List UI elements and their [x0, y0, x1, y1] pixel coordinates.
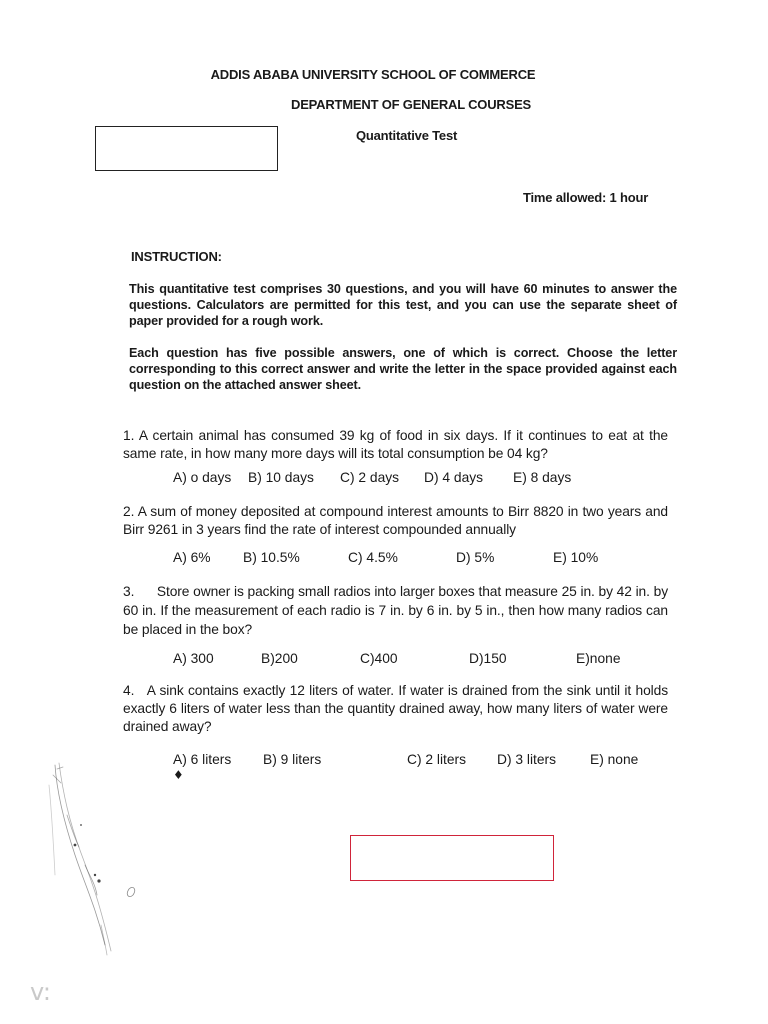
- question-4-option-a: A) 6 liters: [173, 752, 232, 767]
- question-1-option-e: E) 8 days: [513, 470, 572, 485]
- diamond-bullet-icon: ♦: [173, 768, 184, 782]
- school-name: ADDIS ABABA UNIVERSITY SCHOOL OF COMMERCE: [210, 67, 536, 82]
- question-3-text: 3. Store owner is packing small radios into larger boxes that measure 25 in. by 42 in. by 60 in. If the measurement of each radio is 7 in. by 6 in. by 5 in., then how many radios can be placed in the box?: [123, 584, 672, 637]
- question-4-option-c: C) 2 liters: [407, 752, 467, 767]
- question-3-option-d: D)150: [469, 651, 507, 666]
- question-1-option-c: C) 2 days: [340, 470, 400, 485]
- question-1-option-d: D) 4 days: [424, 470, 484, 485]
- question-2-option-e: E) 10%: [553, 550, 599, 565]
- instruction-paragraph-2: Each question has five possible answers, one of which is correct. Choose the letter corresponding to this correct answer and write the letter in the space provided against each question on the attached answer sheet.: [129, 346, 677, 392]
- question-3-option-b: B)200: [261, 651, 298, 666]
- question-4-option-b: B) 9 liters: [263, 752, 322, 767]
- corner-mark: v:: [30, 978, 51, 1006]
- question-3-option-c: C)400: [360, 651, 398, 666]
- pencil-scribble-icon: [45, 755, 165, 965]
- question-3-option-a: A) 300: [173, 651, 214, 666]
- question-2-option-a: A) 6%: [173, 550, 211, 565]
- student-id-box[interactable]: [95, 126, 278, 171]
- time-allowed: Time allowed: 1 hour: [523, 190, 649, 205]
- question-4-option-e: E) none: [590, 752, 639, 767]
- department-name: DEPARTMENT OF GENERAL COURSES: [291, 97, 532, 112]
- question-2-option-d: D) 5%: [456, 550, 495, 565]
- question-2-option-b: B) 10.5%: [243, 550, 300, 565]
- instruction-heading: INSTRUCTION:: [131, 249, 222, 264]
- question-4-text: 4. A sink contains exactly 12 liters of water. If water is drained from the sink until it holds exactly 6 liters of water less than the quantity drained away, how many liters of water were drained away?: [123, 683, 672, 734]
- test-name: Quantitative Test: [356, 128, 458, 143]
- question-1-option-a: A) o days: [173, 470, 232, 485]
- question-4-option-d: D) 3 liters: [497, 752, 557, 767]
- question-2-option-c: C) 4.5%: [348, 550, 398, 565]
- instruction-paragraph-1: This quantitative test comprises 30 questions, and you will have 60 minutes to answer the questions. Calculators are permitted for this test, and you can use the separate sheet of paper provided for a rough work.: [129, 282, 677, 328]
- question-3-option-e: E)none: [576, 651, 621, 666]
- question-1-text: 1. A certain animal has consumed 39 kg of food in six days. If it continues to eat at the same rate, in how many more days will its total consumption be 04 kg?: [123, 428, 668, 461]
- question-1-option-b: B) 10 days: [248, 470, 314, 485]
- question-2-text: 2. A sum of money deposited at compound interest amounts to Birr 8820 in two years and Birr 9261 in 3 years find the rate of interest compounded annually: [123, 504, 668, 537]
- answer-box[interactable]: [350, 835, 554, 881]
